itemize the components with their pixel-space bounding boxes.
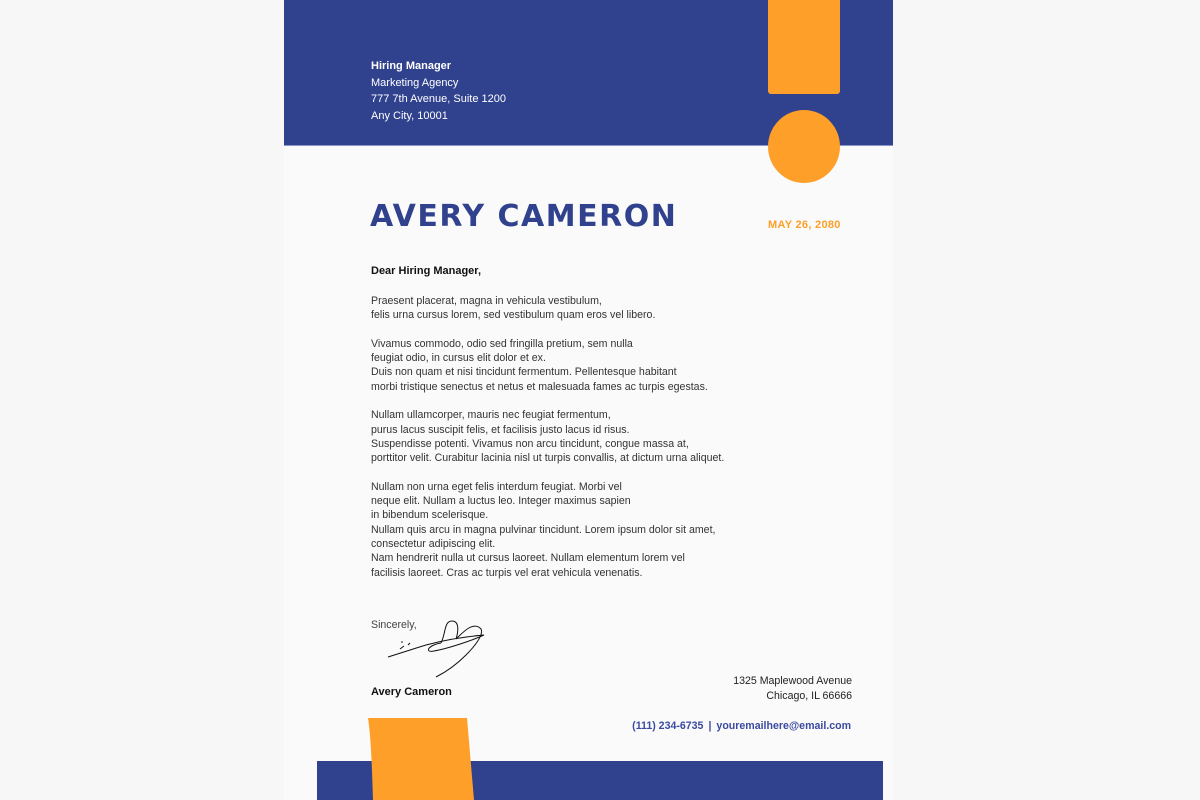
recipient-city: Any City, 10001 bbox=[371, 110, 448, 123]
body-line: Nullam quis arcu in magna pulvinar tincidunt. Lorem ipsum dolor sit amet, bbox=[371, 523, 716, 536]
decorative-orange-shape bbox=[366, 718, 476, 800]
body-line: Duis non quam et nisi tincidunt fermentum. Pellentesque habitant bbox=[371, 366, 677, 379]
recipient-name: Hiring Manager bbox=[371, 60, 452, 72]
body-line: facilisis laoreet. Cras ac turpis vel erat vehicula venenatis. bbox=[371, 566, 643, 579]
sender-city: Chicago, IL 66666 bbox=[766, 690, 852, 702]
salutation: Dear Hiring Manager, bbox=[371, 265, 482, 277]
paragraph-4 bbox=[371, 480, 791, 580]
body-line: in bibendum scelerisque. bbox=[371, 509, 489, 522]
body-line: feugiat odio, in cursus elit dolor et ex. bbox=[371, 352, 546, 365]
body-line: Suspendisse potenti. Vivamus non arcu tincidunt, congue massa at, bbox=[371, 437, 689, 450]
body-line: porttitor velit. Curabitur lacinia nisl ut turpis convallis, at dictum urna aliquet. bbox=[371, 452, 725, 465]
phone-number: (111) 234-6735 bbox=[632, 720, 704, 732]
signature-icon bbox=[386, 615, 491, 680]
sender-address bbox=[733, 674, 852, 704]
contact-line bbox=[632, 720, 851, 732]
decorative-orange-circle bbox=[768, 110, 840, 183]
closing: Sincerely, bbox=[371, 619, 417, 631]
letter-body bbox=[371, 294, 791, 594]
body-line: consectetur adipiscing elit. bbox=[371, 538, 496, 551]
sender-name-heading: AVERY CAMERON bbox=[370, 199, 678, 234]
letter-date: MAY 26, 2080 bbox=[768, 219, 841, 231]
body-line: Vivamus commodo, odio sed fringilla pretium, sem nulla bbox=[371, 337, 633, 350]
body-line: purus lacus suscipit felis, et facilisis justo lacus id risus. bbox=[371, 423, 630, 436]
paragraph-1 bbox=[371, 294, 791, 323]
body-line: Nullam non urna eget felis interdum feugiat. Morbi vel bbox=[371, 480, 622, 493]
decorative-orange-rectangle bbox=[768, 0, 840, 94]
sender-street: 1325 Maplewood Avenue bbox=[733, 675, 852, 687]
body-line: felis urna cursus lorem, sed vestibulum quam eros vel libero. bbox=[371, 309, 656, 322]
body-line: Praesent placerat, magna in vehicula vestibulum, bbox=[371, 295, 602, 307]
body-line: neque elit. Nullam a luctus leo. Integer maximus sapien bbox=[371, 495, 631, 508]
body-line: morbi tristique senectus et netus et malesuada fames ac turpis egestas. bbox=[371, 380, 708, 393]
recipient-company: Marketing Agency bbox=[371, 76, 459, 89]
email-address: youremailhere@email.com bbox=[716, 720, 851, 732]
signer-name: Avery Cameron bbox=[371, 686, 452, 698]
recipient-street: 777 7th Avenue, Suite 1200 bbox=[371, 93, 506, 106]
contact-separator: | bbox=[708, 720, 712, 732]
body-line: Nullam ullamcorper, mauris nec feugiat fermentum, bbox=[371, 409, 611, 422]
paragraph-3 bbox=[371, 408, 791, 465]
recipient-block bbox=[371, 58, 506, 125]
body-line: Nam hendrerit nulla ut cursus laoreet. Nullam elementum lorem vel bbox=[371, 552, 685, 565]
paragraph-2 bbox=[371, 337, 791, 394]
